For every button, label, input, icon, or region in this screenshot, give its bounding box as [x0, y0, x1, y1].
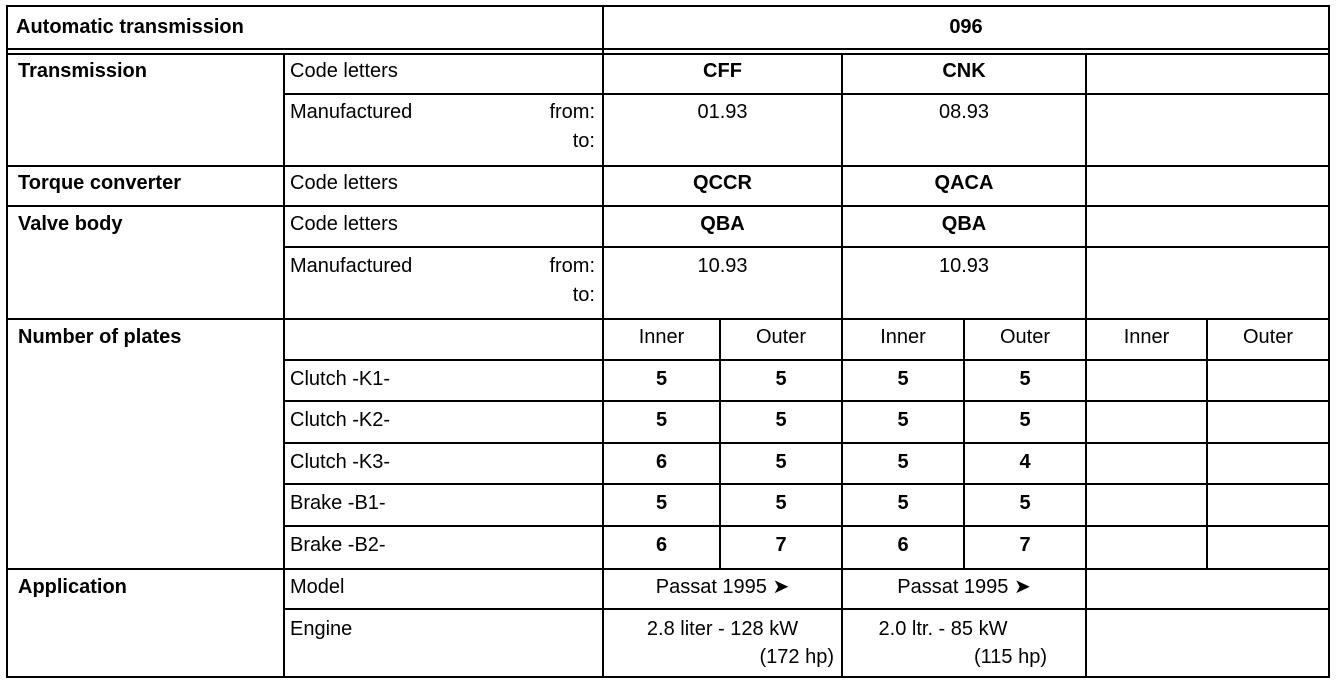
- model-value-1: Passat 1995 ➤: [655, 576, 790, 598]
- manufactured-label: Manufactured: [290, 101, 413, 123]
- rule: [1085, 53, 1087, 678]
- plate-value: 5: [775, 451, 787, 473]
- valve-body-from-date-2: 10.93: [938, 255, 990, 277]
- rule: [6, 5, 1330, 7]
- rule: [6, 5, 8, 678]
- rule: [283, 400, 1330, 402]
- rule: [6, 205, 1330, 207]
- section-valve-body: Valve body: [18, 213, 123, 235]
- rule: [6, 48, 1330, 50]
- plate-value: 5: [775, 492, 787, 514]
- plate-row-label: Clutch -K3-: [290, 451, 391, 473]
- section-application: Application: [18, 576, 127, 598]
- plate-value: 6: [655, 451, 668, 473]
- plate-value: 5: [1019, 492, 1031, 514]
- plate-value: 5: [655, 409, 668, 431]
- from-label: from:: [549, 255, 595, 277]
- plate-value: 5: [897, 492, 909, 514]
- plate-row-label: Brake -B1-: [290, 492, 386, 514]
- engine-value-1-line1: 2.8 liter - 128 kW: [646, 618, 799, 640]
- rule: [963, 318, 965, 568]
- code-letters-label: Code letters: [290, 172, 398, 194]
- rule: [283, 525, 1330, 527]
- to-label: to:: [572, 284, 595, 306]
- torque-converter-code-2: QACA: [934, 172, 994, 194]
- valve-body-code-2: QBA: [941, 213, 987, 235]
- rule: [1206, 318, 1208, 568]
- torque-converter-code-1: QCCR: [693, 172, 752, 194]
- transmission-from-date-1: 01.93: [697, 101, 748, 123]
- valve-body-from-date-1: 10.93: [697, 255, 748, 277]
- transmission-code-1: CFF: [703, 60, 742, 82]
- engine-value-2-line1: 2.0 ltr. - 85 kW: [878, 618, 1008, 640]
- plate-value: 7: [1019, 534, 1031, 556]
- model-value-2: Passat 1995 ➤: [897, 576, 1031, 598]
- rule: [719, 318, 721, 568]
- rule: [6, 53, 1330, 55]
- plate-value: 6: [655, 534, 668, 556]
- engine-value-2-line2: (115 hp): [973, 646, 1047, 668]
- section-torque-converter: Torque converter: [18, 172, 181, 194]
- transmission-family-code: 096: [949, 16, 983, 38]
- plate-value: 5: [897, 368, 909, 390]
- plate-value: 5: [1019, 409, 1031, 431]
- plate-value: 6: [897, 534, 909, 556]
- code-letters-label: Code letters: [290, 213, 398, 235]
- rule: [283, 246, 1330, 248]
- to-label: to:: [572, 130, 595, 152]
- plate-row-label: Clutch -K2-: [290, 409, 391, 431]
- plate-value: 5: [897, 451, 909, 473]
- engine-value-1-line2: (172 hp): [759, 646, 834, 668]
- rule: [1328, 5, 1330, 678]
- rule: [283, 608, 1330, 610]
- outer-header: Outer: [999, 326, 1051, 348]
- valve-body-code-1: QBA: [700, 213, 745, 235]
- rule: [6, 676, 1330, 678]
- rule: [283, 359, 1330, 361]
- transmission-from-date-2: 08.93: [938, 101, 990, 123]
- plate-value: 4: [1019, 451, 1031, 473]
- outer-header: Outer: [1242, 326, 1294, 348]
- inner-header: Inner: [1123, 326, 1170, 348]
- rule: [283, 483, 1330, 485]
- section-number-of-plates: Number of plates: [18, 326, 182, 348]
- rule: [283, 442, 1330, 444]
- plate-row-label: Clutch -K1-: [290, 368, 391, 390]
- plate-row-label: Brake -B2-: [290, 534, 386, 556]
- section-transmission: Transmission: [18, 60, 147, 82]
- rule: [6, 165, 1330, 167]
- rule: [283, 93, 1330, 95]
- plate-value: 5: [775, 368, 787, 390]
- plate-value: 5: [775, 409, 787, 431]
- plate-value: 7: [775, 534, 787, 556]
- plate-value: 5: [897, 409, 909, 431]
- rule: [283, 53, 285, 678]
- plate-value: 5: [655, 368, 668, 390]
- rule: [6, 568, 1330, 570]
- plate-value: 5: [655, 492, 668, 514]
- rule: [6, 318, 1330, 320]
- from-label: from:: [549, 101, 595, 123]
- table-title: Automatic transmission: [16, 16, 244, 38]
- transmission-code-2: CNK: [942, 60, 986, 82]
- inner-header: Inner: [638, 326, 685, 348]
- model-label: Model: [290, 576, 345, 598]
- manufactured-label: Manufactured: [290, 255, 413, 277]
- inner-header: Inner: [880, 326, 926, 348]
- plate-value: 5: [1019, 368, 1031, 390]
- engine-label: Engine: [290, 618, 353, 640]
- outer-header: Outer: [755, 326, 807, 348]
- code-letters-label: Code letters: [290, 60, 398, 82]
